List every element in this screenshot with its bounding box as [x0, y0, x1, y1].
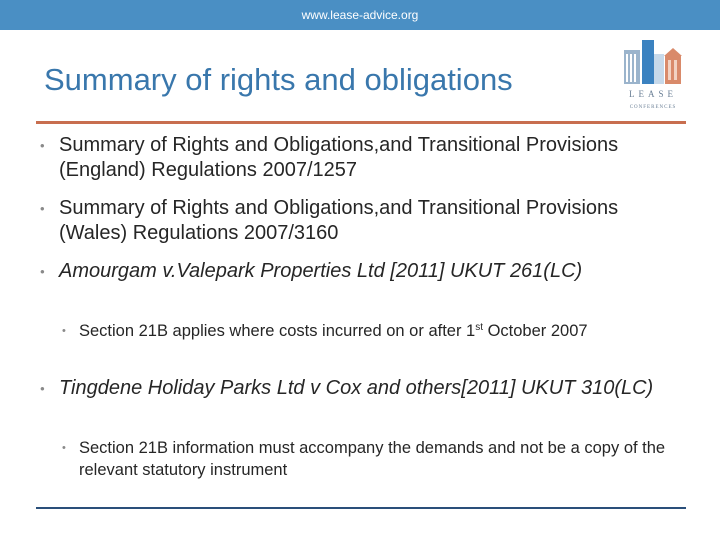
footer-divider — [36, 507, 686, 509]
bullet-icon: • — [40, 201, 45, 216]
ordinal-suffix: st — [475, 322, 483, 333]
list-item — [40, 196, 680, 246]
header-url[interactable]: www.lease-advice.org — [301, 8, 419, 22]
bullet-icon: • — [62, 442, 66, 454]
bullet-icon: • — [40, 264, 45, 279]
list-item — [40, 133, 680, 183]
lease-logo — [620, 40, 686, 112]
list-item — [40, 376, 680, 401]
bullet-text: Section 21B information must accompany the demands and not be a copy of the relevant statutory instrument — [79, 439, 666, 479]
bullet-icon: • — [40, 138, 45, 153]
bullet-text-part: October 2007 — [483, 322, 588, 340]
bullet-text — [62, 320, 682, 342]
logo-text-top: LEASE — [629, 89, 677, 99]
bullet-text: Summary of Rights and Obligations,and Transitional Provisions (Wales) Regulations 2007/3160 — [59, 197, 619, 244]
list-item — [40, 259, 680, 284]
sub-list-item — [62, 320, 682, 342]
bullet-icon: • — [40, 381, 45, 396]
bullet-icon: • — [62, 325, 66, 337]
logo-text-bottom: CONFERENCES — [629, 105, 677, 110]
title-divider — [36, 121, 686, 124]
bullet-text: Tingdene Holiday Parks Ltd v Cox and others[2011] UKUT 310(LC) — [59, 377, 654, 399]
header-bar — [0, 0, 720, 30]
bullet-text: Summary of Rights and Obligations,and Transitional Provisions (England) Regulations 2007/1257 — [59, 134, 619, 181]
bullet-text-part: Section 21B applies where costs incurred on or after 1 — [79, 322, 476, 340]
bullet-text: Amourgam v.Valepark Properties Ltd [2011] UKUT 261(LC) — [59, 260, 583, 282]
slide-title: Summary of rights and obligations — [44, 62, 513, 97]
sub-list-item — [62, 437, 682, 481]
